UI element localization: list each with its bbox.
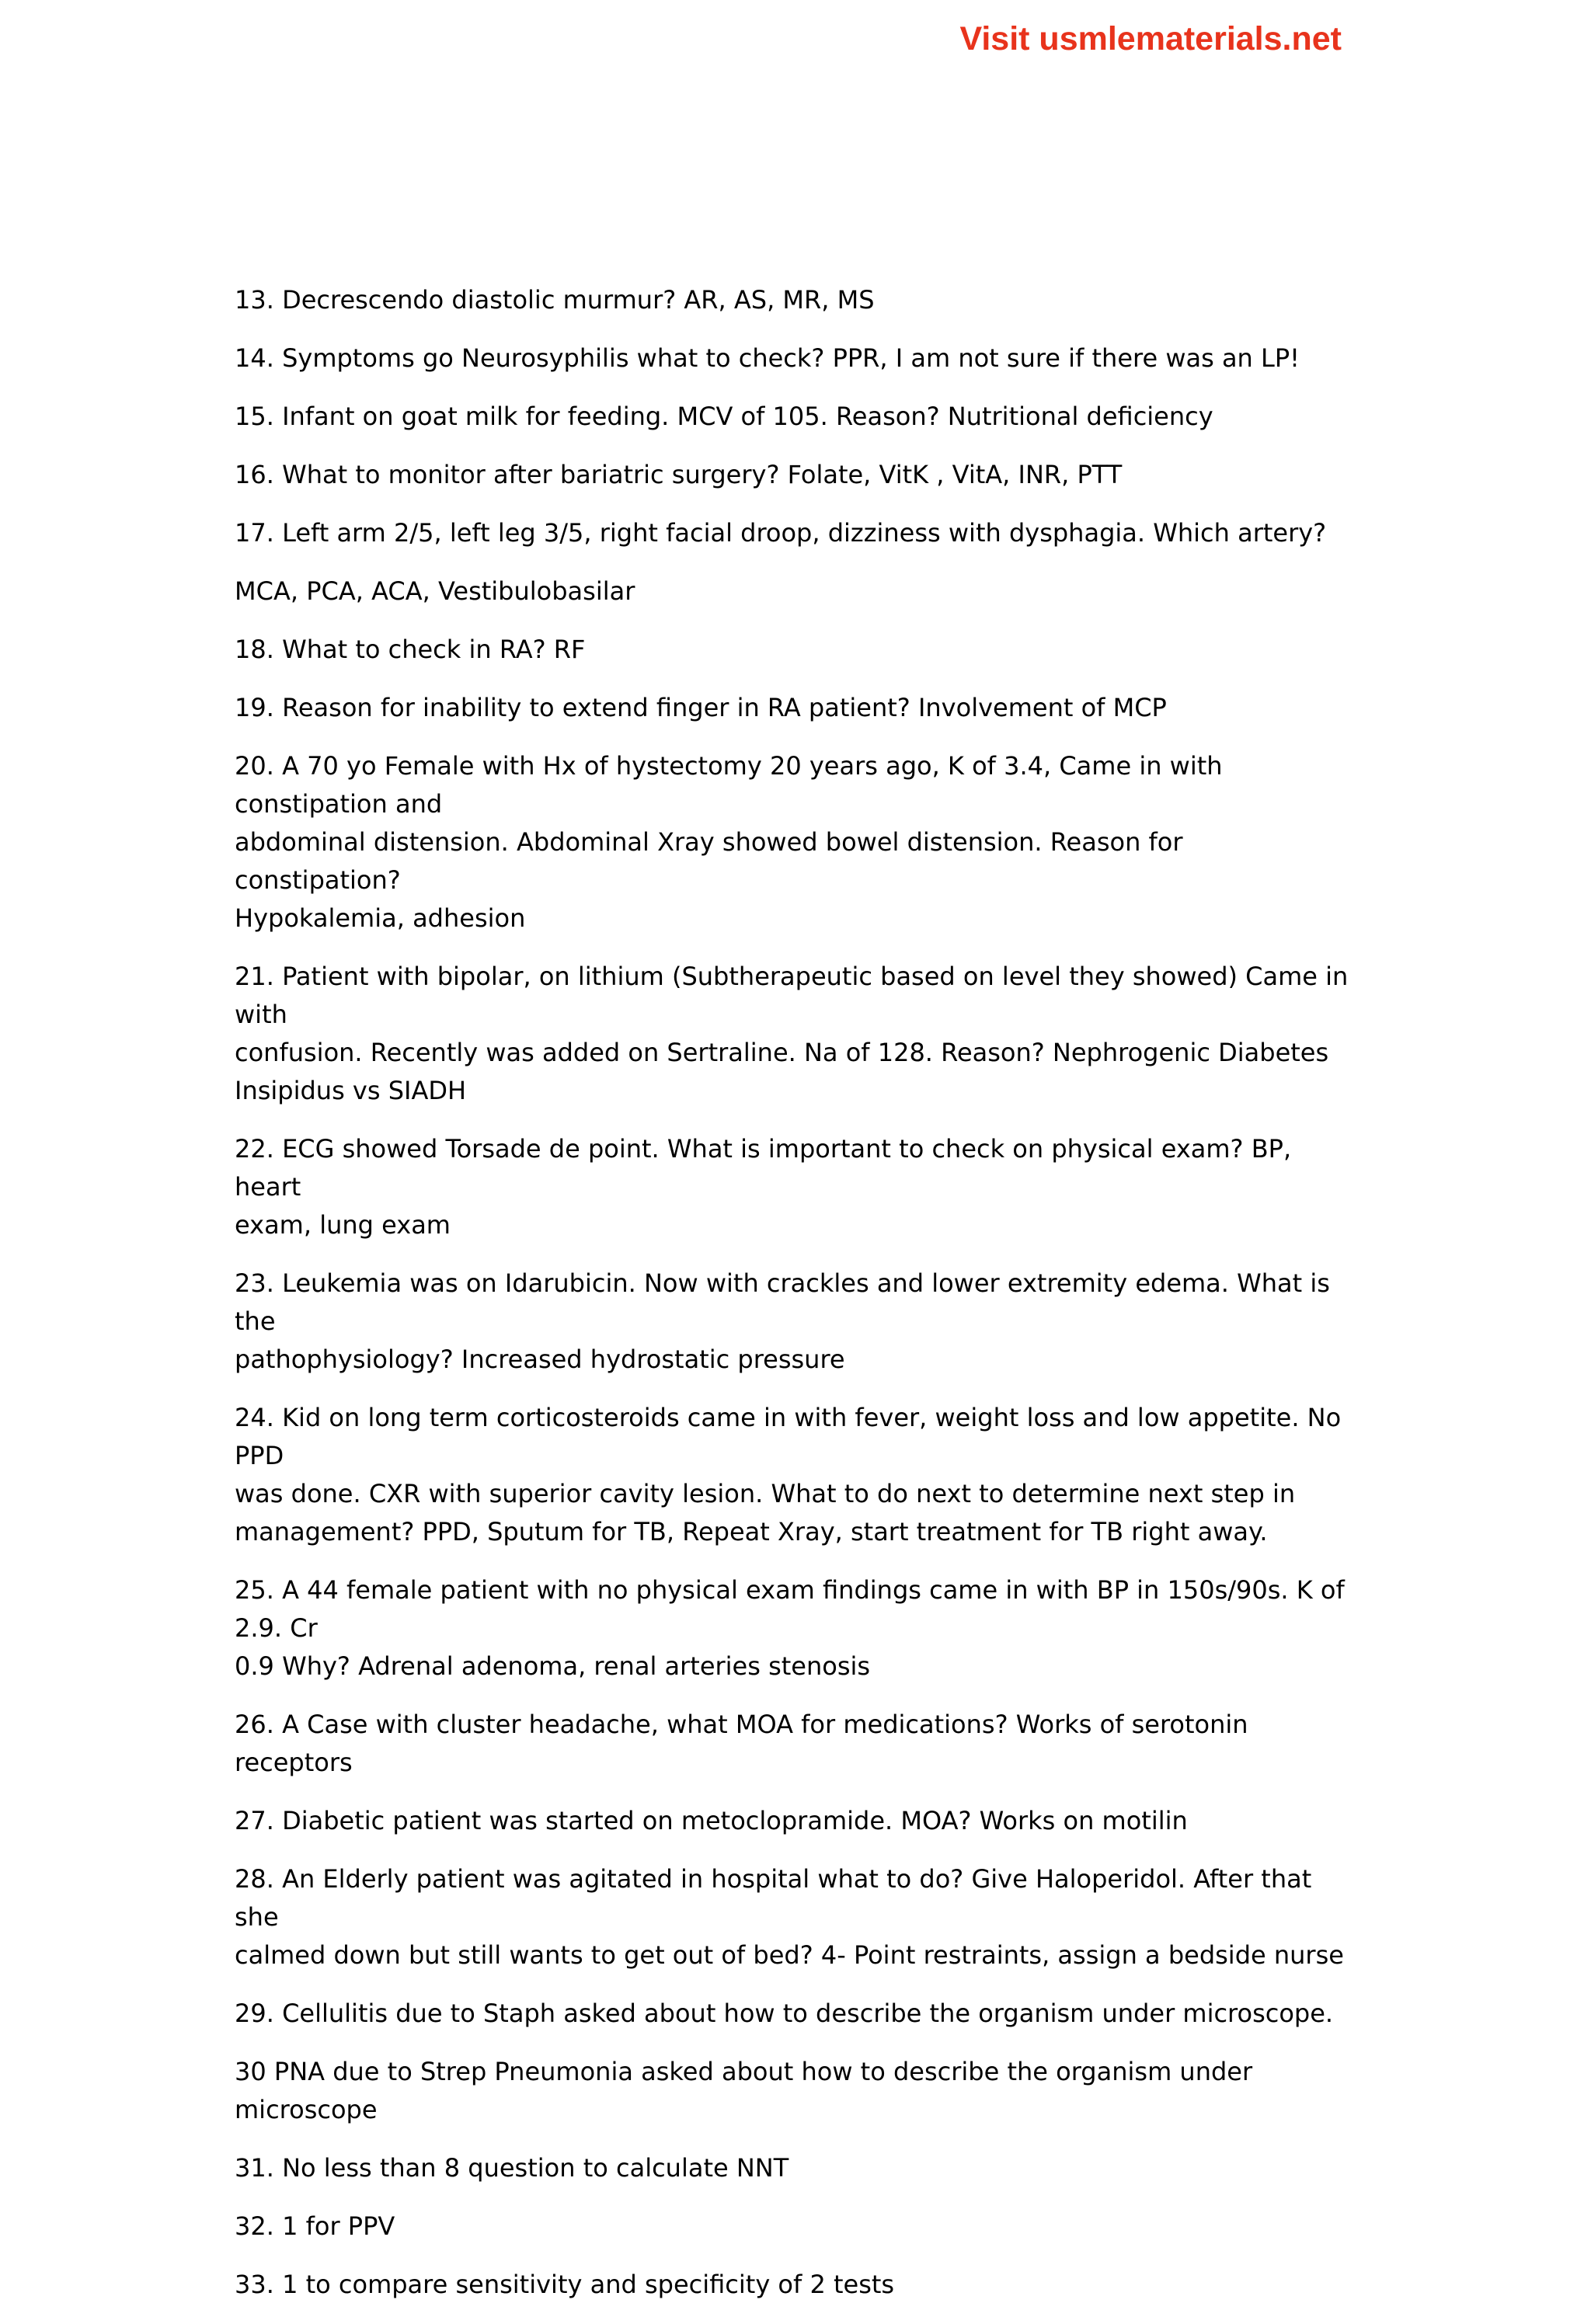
- question-27: 27. Diabetic patient was started on metoclopramide. MOA? Works on motilin: [235, 1806, 1188, 1835]
- question-30: 30 PNA due to Strep Pneumonia asked about how to describe the organism under microscope: [235, 2057, 1253, 2124]
- question-32: 32. 1 for PPV: [235, 2211, 395, 2241]
- question-24: 24. Kid on long term corticosteroids came in with fever, weight loss and low appetite. No PPD was done. CXR with superior cavity lesion. What to do next to determine next step in management? PPD, Sputum for TB, Repeat Xray, start treatment for TB right away.: [235, 1403, 1342, 1546]
- document-body: [235, 281, 1353, 2324]
- question-22: 22. ECG showed Torsade de point. What is important to check on physical exam? BP, heart exam, lung exam: [235, 1134, 1292, 1240]
- question-17-options: MCA, PCA, ACA, Vestibulobasilar: [235, 576, 635, 606]
- question-16: 16. What to monitor after bariatric surgery? Folate, VitK , VitA, INR, PTT: [235, 460, 1123, 489]
- question-21: 21. Patient with bipolar, on lithium (Subtherapeutic based on level they showed) Came in with confusion. Recently was added on Sertraline. Na of 128. Reason? Nephrogenic Diabetes Insipidus vs SIADH: [235, 962, 1349, 1105]
- question-19: 19. Reason for inability to extend finger in RA patient? Involvement of MCP: [235, 693, 1167, 722]
- question-23: 23. Leukemia was on Idarubicin. Now with crackles and lower extremity edema. What is the pathophysiology? Increased hydrostatic pressure: [235, 1268, 1330, 1374]
- question-28: 28. An Elderly patient was agitated in hospital what to do? Give Haloperidol. After that she calmed down but still wants to get out of bed? 4- Point restraints, assign a bedside nurse: [235, 1864, 1344, 1970]
- question-20: 20. A 70 yo Female with Hx of hystectomy 20 years ago, K of 3.4, Came in with constipation and abdominal distension. Abdominal Xray showed bowel distension. Reason for constipation? Hypokalemia, adhesion: [235, 751, 1223, 933]
- question-29: 29. Cellulitis due to Staph asked about how to describe the organism under microscope.: [235, 1999, 1334, 2028]
- question-13: 13. Decrescendo diastolic murmur? AR, AS, MR, MS: [235, 285, 875, 315]
- question-33: 33. 1 to compare sensitivity and specificity of 2 tests: [235, 2270, 895, 2299]
- question-31: 31. No less than 8 question to calculate NNT: [235, 2153, 789, 2183]
- question-15: 15. Infant on goat milk for feeding. MCV of 105. Reason? Nutritional deficiency: [235, 402, 1213, 431]
- question-17: 17. Left arm 2/5, left leg 3/5, right facial droop, dizziness with dysphagia. Which artery?: [235, 518, 1327, 548]
- question-25: 25. A 44 female patient with no physical exam findings came in with BP in 150s/90s. K of 2.9. Cr 0.9 Why? Adrenal adenoma, renal arteries stenosis: [235, 1575, 1345, 1681]
- question-26: 26. A Case with cluster headache, what MOA for medications? Works of serotonin receptors: [235, 1710, 1248, 1777]
- question-14: 14. Symptoms go Neurosyphilis what to check? PPR, I am not sure if there was an LP!: [235, 343, 1300, 373]
- site-banner: Visit usmlematerials.net: [959, 20, 1342, 57]
- question-18: 18. What to check in RA? RF: [235, 635, 586, 664]
